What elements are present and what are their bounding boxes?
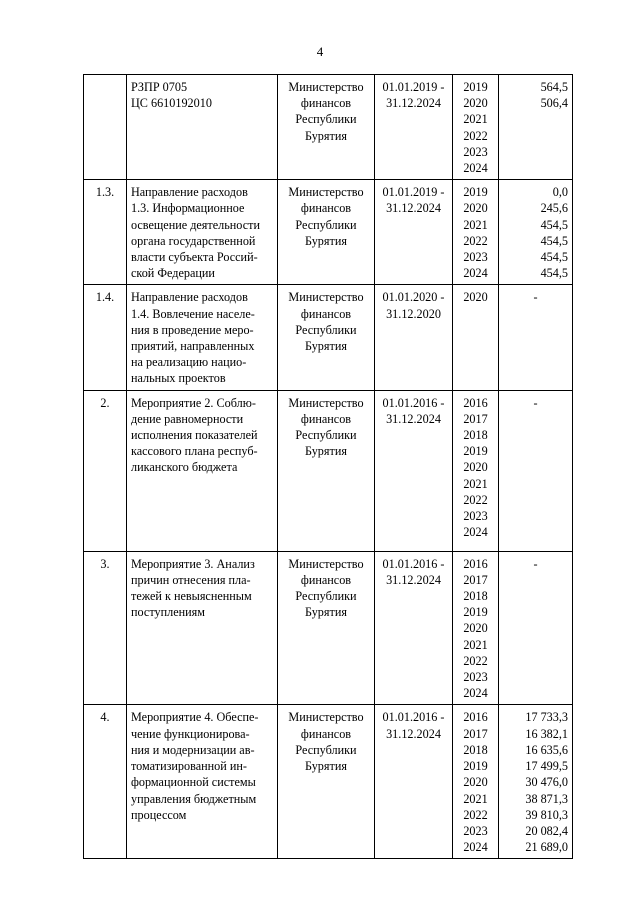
period [375,390,453,551]
cell-line: 2020 [463,460,488,475]
amounts [499,390,573,551]
cell-line: 01.01.2019 - [382,80,445,94]
cell-line: Министерство [288,556,364,571]
cell-line: 2022 [463,492,488,507]
cell-line: 01.01.2016 - [382,556,445,571]
cell-line: РЗПР 0705 [131,80,188,94]
cell-line: 2017 [463,411,488,426]
cell-line: Республики [295,742,357,757]
cell-line: 16 382,1 [525,726,568,741]
cell-line: 2024 [463,686,488,701]
cell-line: Бурятия [305,759,347,774]
cell-line: власти субъекта Россий- [131,250,258,265]
cell-line: Министерство [288,710,364,725]
cell-line: 2017 [463,572,488,587]
cell-line: 564,5 [540,80,568,94]
amounts [499,551,573,705]
cell-line: финансов [300,726,352,741]
cell-line: ликанского бюджета [131,460,238,475]
cell-line: 0,0 [552,185,568,200]
cell-line: 39 810,3 [525,807,568,822]
cell-line: 454,5 [540,250,568,265]
cell-line: 2019 [463,185,488,200]
cell-line: поступлениям [131,605,205,620]
cell-line: 2020 [463,96,488,111]
cell-line: Республики [295,428,357,443]
cell-line: 2024 [463,525,488,540]
cell-line: 20 082,4 [525,823,568,838]
cell-line: формационной системы [131,775,256,790]
cell-line: 2016 [463,710,488,725]
cell-line: 17 499,5 [525,759,568,774]
executor [278,390,375,551]
cell-line: Министерство [288,185,364,200]
cell-line: 2020 [463,201,488,216]
cell-line: Республики [295,217,357,232]
cell-line: 2022 [463,653,488,668]
cell-line: органа государственной [131,233,256,248]
amounts [499,705,573,859]
period [375,705,453,859]
cell-line: дение равномерности [131,411,244,426]
cell-line: Мероприятие 3. Анализ [131,556,255,571]
cell-line: 17 733,3 [525,710,568,725]
cell-line: 30 476,0 [525,775,568,790]
cell-line: 2021 [463,476,488,491]
years [453,285,499,390]
row-number: 3. [84,551,127,705]
cell-line: 2018 [463,742,488,757]
measure-name [127,705,278,859]
cell-line: Республики [295,589,357,604]
cell-line: ЦС 6610192010 [131,96,212,111]
cell-line: 38 871,3 [525,791,568,806]
measure-name [127,75,278,180]
cell-line: 2022 [463,807,488,822]
period [375,180,453,285]
cell-line: 2017 [463,726,488,741]
cell-line: 2018 [463,589,488,604]
cell-line: финансов [300,306,352,321]
table-row [84,75,573,180]
cell-line: кассового плана респуб- [131,444,258,459]
cell-line: - [533,290,538,305]
amounts [499,75,573,180]
cell-line: 31.12.2020 [386,306,441,321]
amounts [499,285,573,390]
cell-line: нальных проектов [131,371,226,386]
cell-line: 2023 [463,670,488,685]
cell-line: 2021 [463,637,488,652]
cell-line: причин отнесения пла- [131,572,251,587]
cell-line: 2019 [463,759,488,774]
table-row [84,551,573,705]
cell-line: освещение деятельности [131,217,260,232]
table-row [84,390,573,551]
cell-line: 31.12.2024 [386,96,441,111]
cell-line: 1.3. Информационное [131,201,245,216]
cell-line: 2019 [463,605,488,620]
cell-line: 31.12.2024 [386,572,441,587]
cell-line: ской Федерации [131,266,215,281]
years [453,705,499,859]
period [375,285,453,390]
cell-line: Республики [295,112,357,127]
cell-line: 31.12.2024 [386,411,441,426]
cell-line: финансов [300,411,352,426]
cell-line: 2024 [463,840,488,855]
cell-line: - [533,395,538,410]
cell-line: 2024 [463,266,488,281]
cell-line: процессом [131,807,187,822]
page-number: 4 [316,44,324,59]
cell-line: 31.12.2024 [386,201,441,216]
cell-line: Бурятия [305,605,347,620]
cell-line: 2023 [463,144,488,159]
cell-line: томатизированной ин- [131,759,247,774]
row-number: 1.4. [84,285,127,390]
cell-line: 454,5 [540,217,568,232]
measure-name [127,390,278,551]
cell-line: 2023 [463,823,488,838]
cell-line: Мероприятие 2. Соблю- [131,395,256,410]
years [453,390,499,551]
cell-line: приятий, направленных [131,339,255,354]
cell-line: 01.01.2016 - [382,395,445,410]
row-number [84,75,127,180]
table-row [84,285,573,390]
cell-line: чение функционирова- [131,726,250,741]
cell-line: 21 689,0 [525,840,568,855]
cell-line: Министерство [288,80,364,94]
cell-line: Министерство [288,290,364,305]
cell-line: 2023 [463,250,488,265]
cell-line: 2016 [463,556,488,571]
cell-line: 16 635,6 [525,742,568,757]
cell-line: 245,6 [540,201,568,216]
cell-line: 2022 [463,233,488,248]
cell-line: 01.01.2020 - [382,290,445,305]
cell-line: 2019 [463,80,488,94]
cell-line: исполнения показателей [131,428,258,443]
amounts [499,180,573,285]
row-number: 1.3. [84,180,127,285]
cell-line: 454,5 [540,233,568,248]
cell-line: 2021 [463,112,488,127]
cell-line: 01.01.2019 - [382,185,445,200]
cell-line: 2020 [463,621,488,636]
cell-line: 506,4 [540,96,568,111]
budget-table [83,74,573,859]
cell-line: тежей к невыясненным [131,589,252,604]
table-row [84,180,573,285]
cell-line: 2019 [463,444,488,459]
cell-line: 2021 [463,791,488,806]
row-number: 2. [84,390,127,551]
years [453,551,499,705]
cell-line: Мероприятие 4. Обеспе- [131,710,259,725]
executor [278,75,375,180]
cell-line: - [533,556,538,571]
table-row [84,705,573,859]
measure-name [127,180,278,285]
cell-line: финансов [300,96,352,111]
period [375,75,453,180]
cell-line: ния и модернизации ав- [131,742,255,757]
cell-line: 2020 [463,290,488,305]
cell-line: 01.01.2016 - [382,710,445,725]
executor [278,705,375,859]
cell-line: управления бюджетным [131,791,257,806]
cell-line: 2022 [463,128,488,143]
years [453,180,499,285]
measure-name [127,285,278,390]
cell-line: финансов [300,572,352,587]
period [375,551,453,705]
cell-line: Республики [295,322,357,337]
cell-line: 2023 [463,509,488,524]
cell-line: 1.4. Вовлечение населе- [131,306,255,321]
cell-line: Бурятия [305,444,347,459]
cell-line: Бурятия [305,128,347,143]
cell-line: Направление расходов [131,185,248,200]
budget-table-body [84,75,573,859]
cell-line: 2016 [463,395,488,410]
cell-line: 2021 [463,217,488,232]
cell-line: 2018 [463,428,488,443]
cell-line: финансов [300,201,352,216]
row-number: 4. [84,705,127,859]
executor [278,180,375,285]
cell-line: 31.12.2024 [386,726,441,741]
cell-line: на реализацию нацио- [131,355,247,370]
cell-line: Бурятия [305,233,347,248]
years [453,75,499,180]
cell-line: 2020 [463,775,488,790]
cell-line: 454,5 [540,266,568,281]
cell-line: Бурятия [305,339,347,354]
cell-line: Министерство [288,395,364,410]
executor [278,285,375,390]
cell-line: 2024 [463,161,488,176]
cell-line: ния в проведение меро- [131,322,254,337]
measure-name [127,551,278,705]
executor [278,551,375,705]
cell-line: Направление расходов [131,290,248,305]
